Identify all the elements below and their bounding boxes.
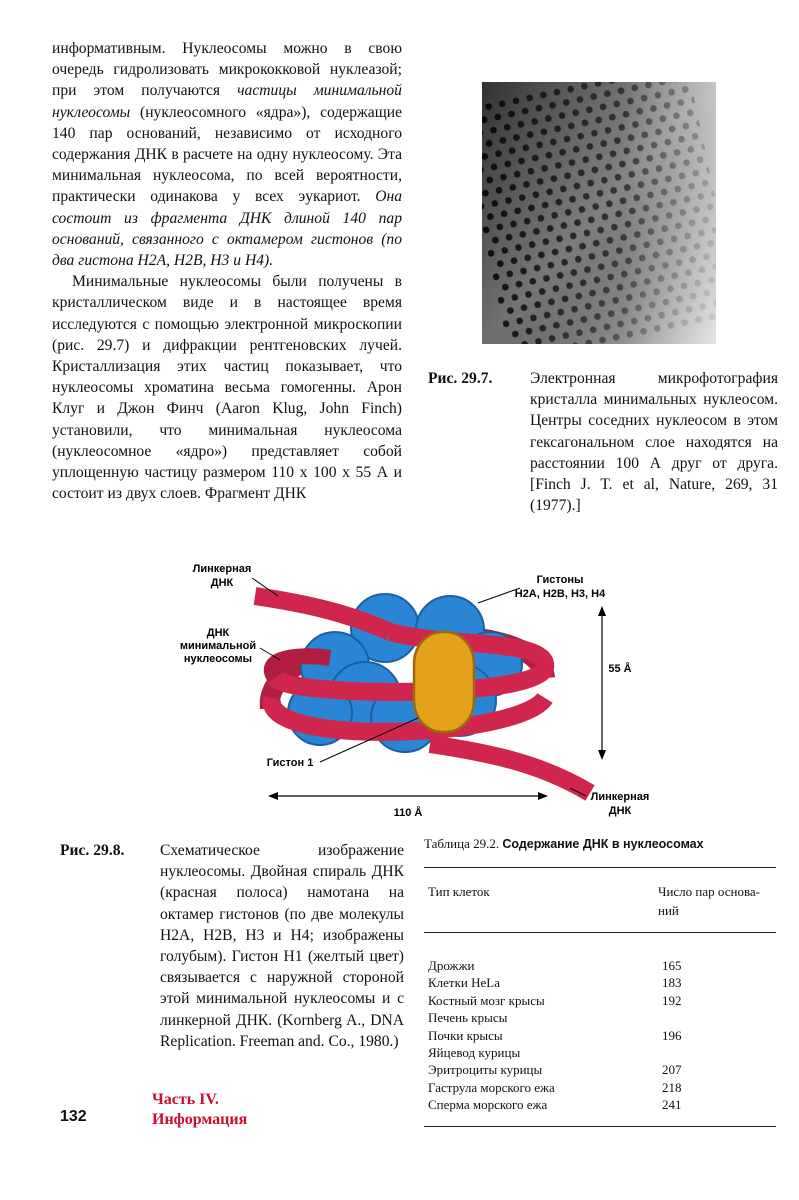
table-header-cell-type: Тип клеток (428, 884, 490, 899)
figure-29-8-label: Рис. 29.8. (60, 842, 125, 859)
term-minimal-nucleosome: частицы минимальной нуклеосомы (52, 82, 402, 121)
table-header-base-pairs: Число пар основа- ний (658, 884, 761, 918)
table-row: Почки крысы 196 (428, 1028, 682, 1043)
svg-text:нуклеосомы: нуклеосомы (183, 653, 253, 665)
table-header-rule (424, 932, 776, 933)
table-row: Костный мозг крысы 192 (428, 993, 682, 1008)
nucleosome-diagram (160, 548, 670, 830)
table-row: Печень крысы (428, 1010, 508, 1025)
table-row: Эритроциты курицы 207 (428, 1062, 682, 1077)
label-core-dna: ДНК (206, 627, 230, 639)
label-height-55: 55 Å (608, 663, 632, 675)
table-bottom-rule (424, 1126, 776, 1127)
table-title: Таблица 29.2. Содержание ДНК в нуклеосомах (424, 836, 704, 851)
svg-text:ДНК: ДНК (608, 805, 632, 817)
label-linker-dna-top: Линкерная (192, 563, 252, 575)
figure-29-7-label: Рис. 29.7. (428, 370, 493, 387)
label-width-110: 110 Å (393, 807, 423, 819)
main-text-column (52, 38, 402, 504)
table-row: Клетки HeLa 183 (428, 975, 682, 990)
label-histones: Гистоны (536, 574, 584, 586)
table-row: Яйцевод курицы (428, 1045, 521, 1060)
electron-micrograph (482, 82, 716, 344)
paragraph-1: информативным. Нуклеосомы можно в свою очередь гидролизовать микрококковой нуклеазой; при этом получаются частицы минимальной нуклеосомы (нуклеосомного «ядра»), содержащие 140 пар оснований, независимо от исходного содержания ДНК в расчете на одну нуклеосому. Эта минимальная нуклеосома, по всей вероятности, практически одинакова у всех эукариот. Она состоит из фрагмента ДНК длиной 140 пар оснований, связанного с октамером гистонов (по два гистона H2A, H2B, H3 и H4). (52, 40, 402, 270)
svg-text:H2A, H2B, H3, H4: H2A, H2B, H3, H4 (514, 588, 606, 600)
paragraph-2: Минимальные нуклеосомы были получены в кристаллическом виде и в настоящее время исследуются с помощью электронной микроскопии (рис. 29.7) и дифракции рентгеновских лучей. Кристаллизация этих частиц показывает, что нуклеосомы хроматина весьма гомогенны. Арон Клуг и Джон Финч (Aaron Klug, John Finch) установили, что минимальная нуклеосома (нуклеосомное «ядро») представляет собой уплощенную частицу размером 110 х 100 х 55 А и состоит из двух слоев. Фрагмент ДНК (52, 273, 402, 503)
svg-text:минимальной: минимальной (179, 640, 257, 652)
figure-29-8-caption-text: Схематическое изображение нуклеосомы. Двойная спираль ДНК (красная полоса) намотана на октамер гистонов (по две молекулы H2A, H2B, H3 и H4; изображены голубым). Гистон H1 (желтый цвет) связывается с наружной стороной этой минимальной нуклеосомы и с линкерной ДНК. (Kornberg A., DNA Replication. Freeman and. Co., 1980.) (160, 842, 404, 1050)
label-linker-dna-bottom: Линкерная (590, 791, 650, 803)
table-row: Сперма морского ежа 241 (428, 1097, 682, 1112)
table-row: Дрожжи 165 (428, 958, 682, 973)
emphasis-sentence: Она состоит из фрагмента ДНК длиной 140 пар оснований, связанного с октамером гистонов (по два гистона H2A, H2B, H3 и H4). (52, 188, 402, 270)
label-histone-1: Гистон 1 (266, 757, 314, 769)
table-row: Гаструла морского ежа 218 (428, 1080, 682, 1095)
figure-29-7-caption-text: Электронная микрофотография кристалла минимальных нуклеосом. Центры соседних нуклеосом в этом гексагональном слое находятся на расстоянии 100 А друг от друга. [Finch J. T. et al, Nature, 269, 31 (1977).] (530, 370, 778, 515)
page-number: 132 (60, 1108, 87, 1125)
table-top-rule (424, 867, 776, 868)
part-title: Часть IV. Информация (152, 1091, 248, 1128)
svg-text:ДНК: ДНК (210, 577, 234, 589)
histone-h1 (414, 632, 474, 732)
